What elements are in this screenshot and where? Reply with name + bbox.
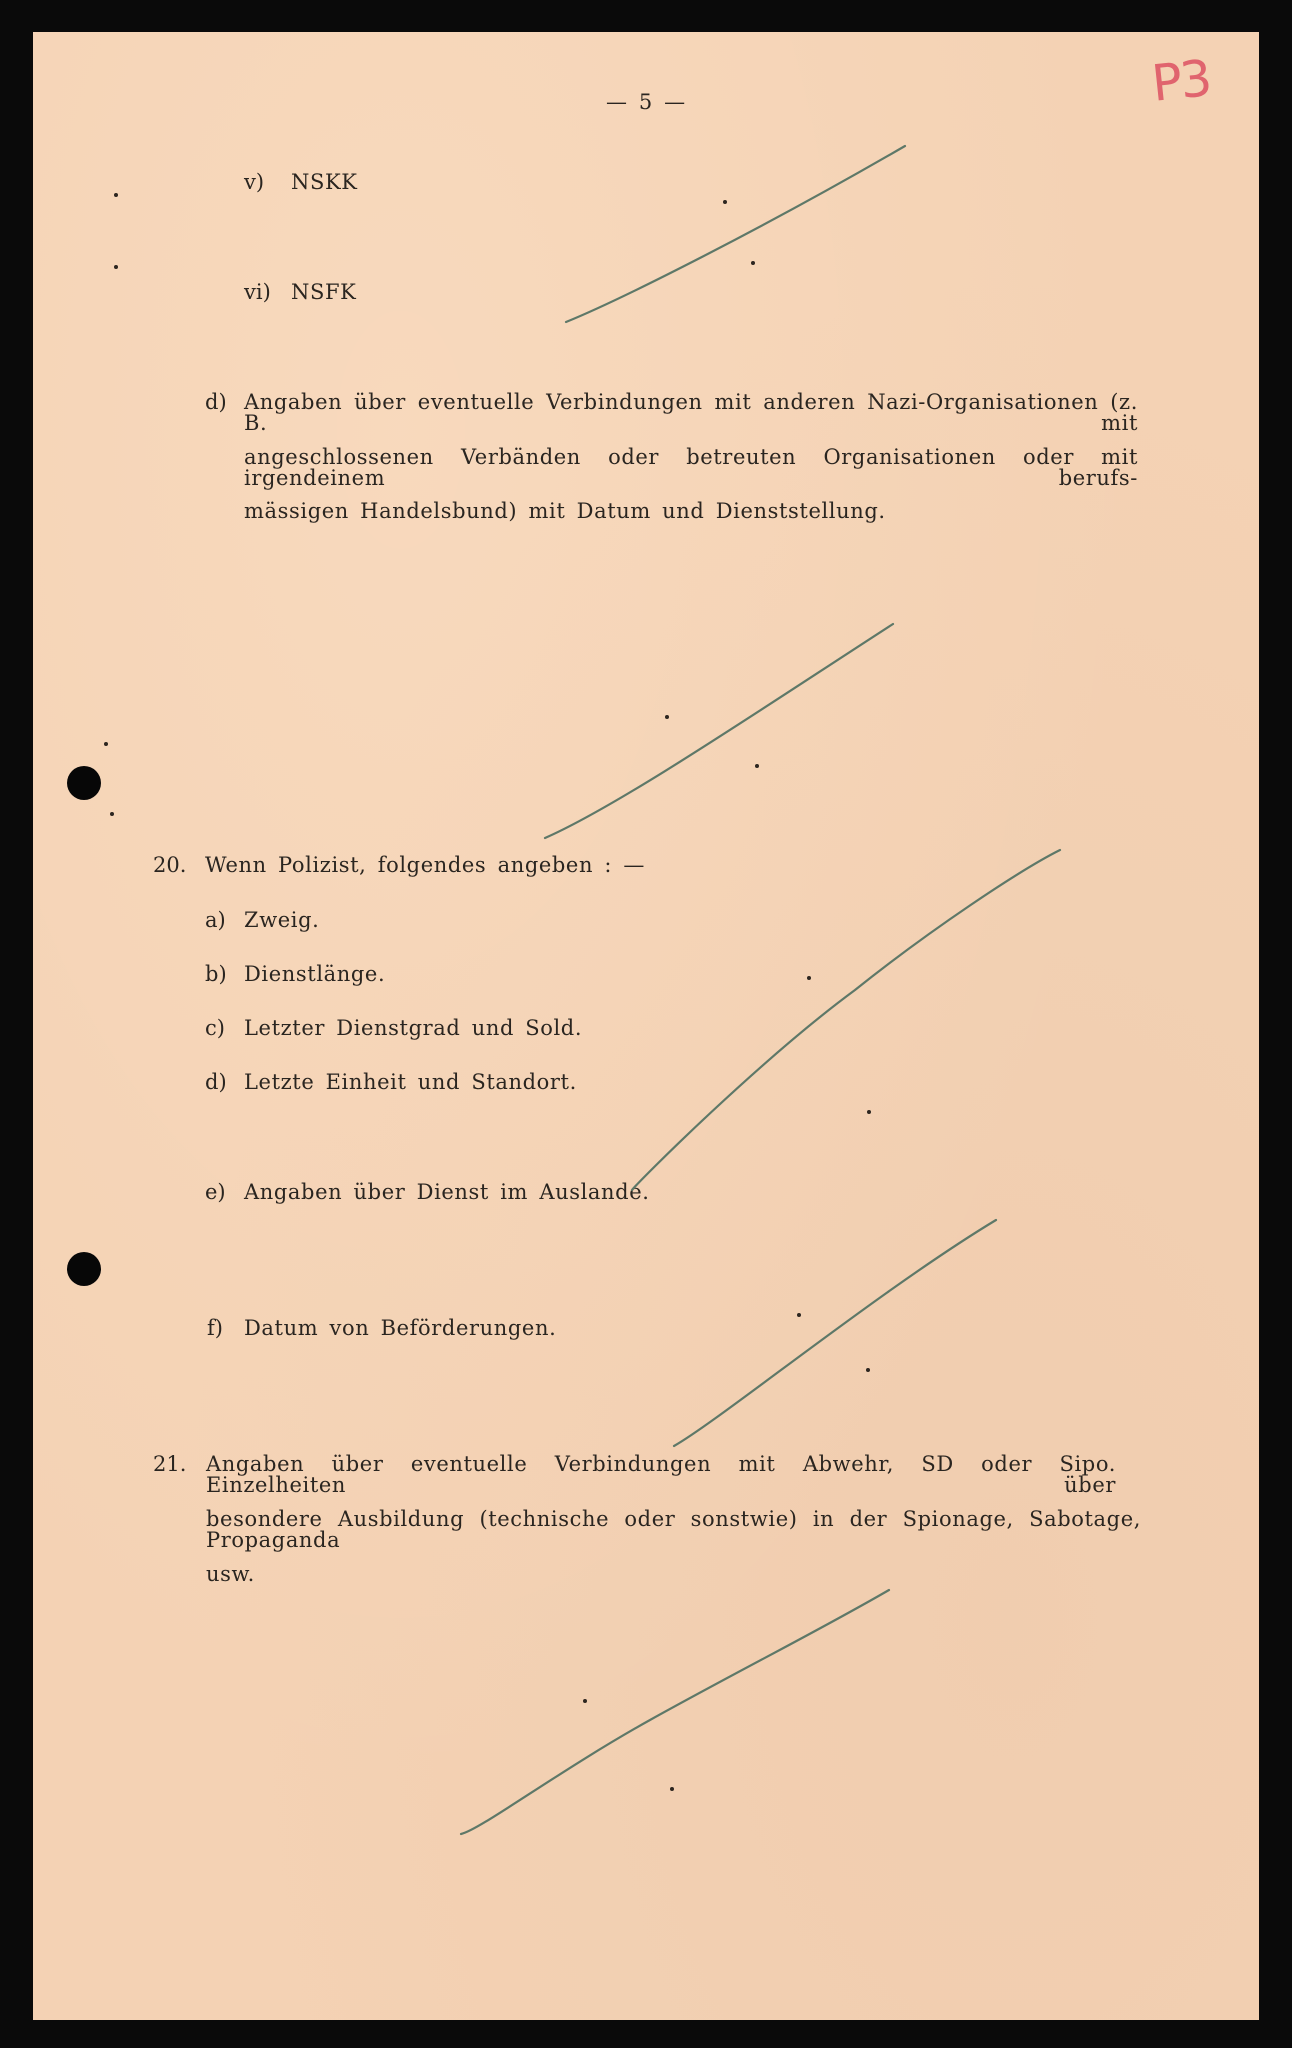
q20-item-b-text: Dienstlänge. <box>244 962 386 986</box>
item-d-marker: d) <box>205 390 227 414</box>
item-d-line-1: Angaben über eventuelle Verbindungen mit anderen Nazi-Organisationen (z. B. mit <box>244 390 1138 435</box>
sub-item-v-marker: v) <box>244 170 265 194</box>
paper-speck <box>104 742 108 746</box>
paper-speck <box>797 1313 801 1317</box>
sub-item-vi-marker: vi) <box>244 280 271 304</box>
q20-item-a-marker: a) <box>205 908 226 932</box>
question-21-line-1: Angaben über eventuelle Verbindungen mit Abwehr, SD oder Sipo. Einzelheiten über <box>206 1452 1116 1497</box>
paper-speck <box>867 1110 871 1114</box>
sub-item-v-text: NSKK <box>291 170 358 194</box>
question-20-text: Wenn Polizist, folgendes angeben : — <box>205 853 645 877</box>
question-21-line-2: besondere Ausbildung (technische oder sonstwie) in der Spionage, Sabotage, Propaganda <box>206 1507 1141 1552</box>
paper-speck <box>755 764 759 768</box>
item-d-line-2: angeschlossenen Verbänden oder betreuten Organisationen oder mit irgendeinem berufs- <box>244 445 1138 490</box>
q20-item-f-text: Datum von Beförderungen. <box>244 1316 557 1340</box>
q20-item-a-text: Zweig. <box>244 908 320 932</box>
paper-speck <box>807 976 811 980</box>
paper-speck <box>751 261 755 265</box>
paper-speck <box>866 1368 870 1372</box>
punch-hole-lower <box>67 1252 101 1286</box>
q20-item-d-marker: d) <box>205 1070 227 1094</box>
paper-speck <box>665 715 669 719</box>
q20-item-c-text: Letzter Dienstgrad und Sold. <box>244 1016 583 1040</box>
q20-item-c-marker: c) <box>205 1016 225 1040</box>
punch-hole-upper <box>67 766 101 800</box>
sub-item-vi-text: NSFK <box>291 280 357 304</box>
handwritten-page-mark: P3 <box>1149 49 1213 113</box>
paper-speck <box>583 1699 587 1703</box>
q20-item-e-marker: e) <box>205 1180 226 1204</box>
item-d-line-3: mässigen Handelsbund) mit Datum und Dienststellung. <box>244 499 886 523</box>
question-20-number: 20. <box>153 853 187 877</box>
q20-item-e-text: Angaben über Dienst im Auslande. <box>244 1180 650 1204</box>
paper-speck <box>114 265 118 269</box>
paper-speck <box>110 812 114 816</box>
question-21-line-3: usw. <box>206 1562 255 1586</box>
page-number: — 5 — <box>606 90 686 114</box>
q20-item-b-marker: b) <box>205 962 227 986</box>
q20-item-d-text: Letzte Einheit und Standort. <box>244 1070 577 1094</box>
paper-speck <box>670 1787 674 1791</box>
q20-item-f-marker: f) <box>207 1316 223 1340</box>
paper-speck <box>114 193 118 197</box>
paper-speck <box>723 200 727 204</box>
question-21-number: 21. <box>153 1452 187 1476</box>
